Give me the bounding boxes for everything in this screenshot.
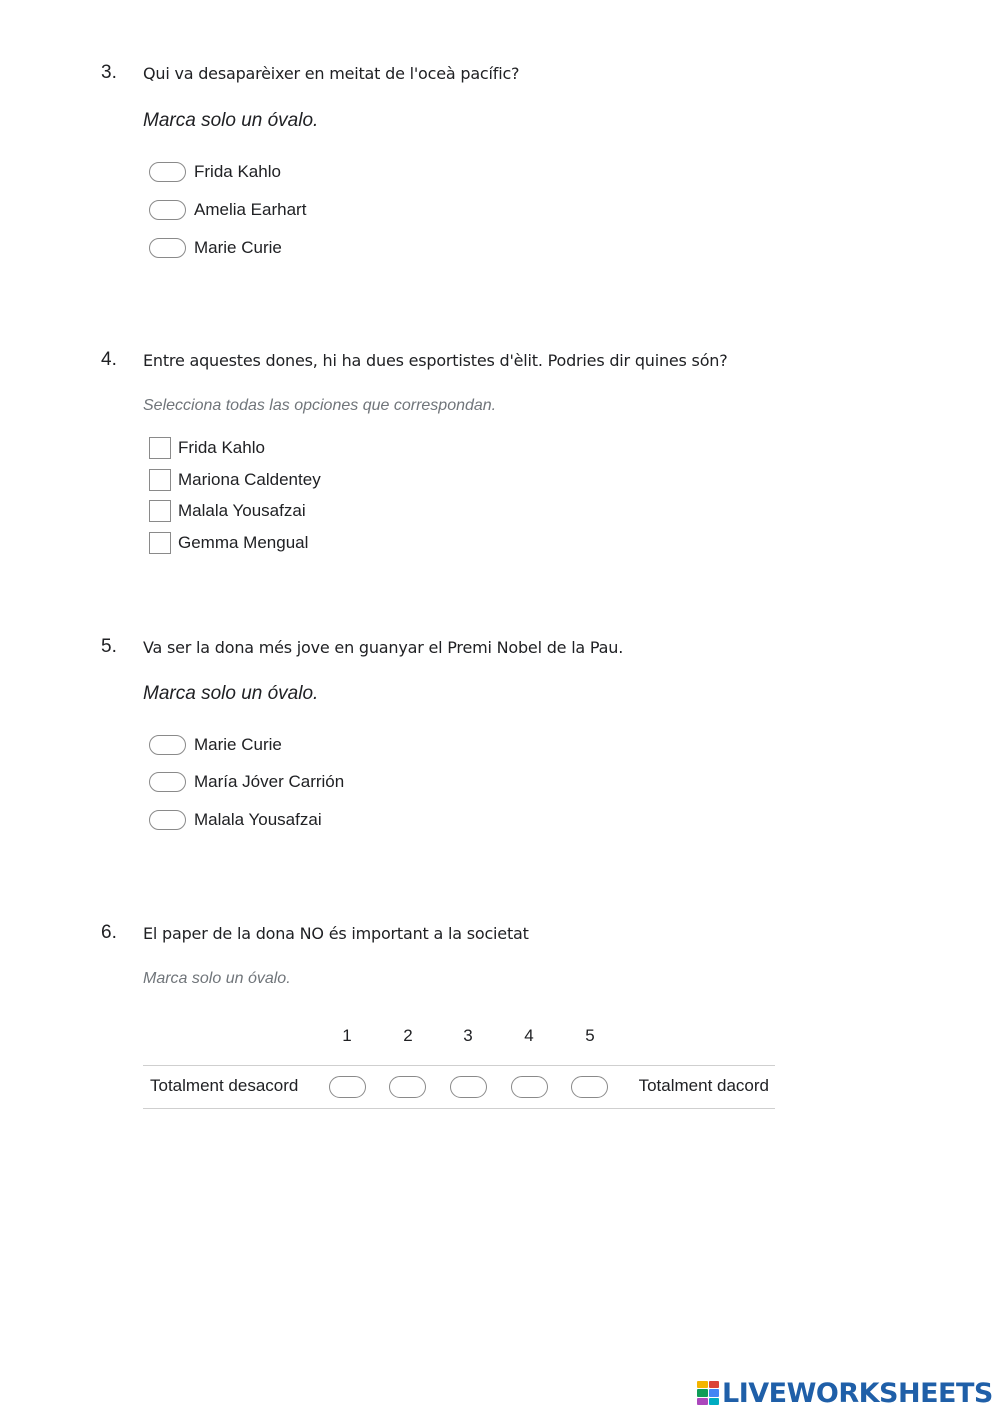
radio-option-malala-yousafzai[interactable] (149, 807, 322, 833)
radio-option-frida-kahlo[interactable] (149, 159, 281, 185)
radio-oval[interactable] (149, 162, 186, 182)
logo-text: LIVEWORKSHEETS (722, 1377, 993, 1409)
question-title: Entre aquestes dones, hi ha dues esportistes d'èlit. Podries dir quines són? (143, 351, 728, 370)
scale-radio-1[interactable] (329, 1076, 366, 1098)
question-number: 6. (101, 922, 117, 943)
radio-option-marie-curie[interactable] (149, 235, 282, 261)
scale-radio-4[interactable] (511, 1076, 548, 1098)
linear-scale-row (143, 1065, 775, 1109)
logo-cell (697, 1381, 708, 1388)
logo-cell (709, 1389, 720, 1396)
radio-option-marie-curie[interactable] (149, 732, 282, 758)
option-label: María Jóver Carrión (194, 772, 345, 791)
checkbox[interactable] (149, 500, 171, 522)
scale-left-label: Totalment desacord (150, 1076, 299, 1095)
checkbox[interactable] (149, 532, 171, 554)
radio-option-amelia-earhart[interactable] (149, 197, 306, 223)
option-label: Marie Curie (194, 238, 282, 257)
question-title: Qui va desaparèixer en meitat de l'oceà pacífic? (143, 64, 520, 83)
question-number: 4. (101, 349, 117, 370)
scale-radio-3[interactable] (450, 1076, 487, 1098)
scale-right-label: Totalment dacord (638, 1076, 769, 1095)
scale-header-5: 5 (585, 1026, 595, 1045)
checkbox-option-malala-yousafzai[interactable] (149, 498, 306, 524)
scale-header-4: 4 (524, 1026, 534, 1045)
option-label: Malala Yousafzai (194, 810, 322, 829)
radio-oval[interactable] (149, 200, 186, 220)
liveworksheets-logo (697, 1378, 993, 1408)
radio-oval[interactable] (149, 810, 186, 830)
checkbox-option-gemma-mengual[interactable] (149, 530, 308, 556)
option-label: Marie Curie (194, 735, 282, 754)
option-label: Malala Yousafzai (178, 501, 306, 520)
question-title: Va ser la dona més jove en guanyar el Premi Nobel de la Pau. (143, 638, 624, 657)
question-hint: Selecciona todas las opciones que correspondan. (143, 397, 497, 414)
option-label: Gemma Mengual (178, 533, 309, 552)
logo-cell (697, 1389, 708, 1396)
question-hint: Marca solo un óvalo. (143, 683, 319, 704)
radio-option-maria-jover-carrion[interactable] (149, 769, 344, 795)
option-label: Amelia Earhart (194, 200, 307, 219)
question-number: 3. (101, 62, 117, 83)
scale-header-3: 3 (463, 1026, 473, 1045)
option-label: Frida Kahlo (178, 438, 265, 457)
logo-cell (709, 1398, 720, 1405)
checkbox[interactable] (149, 437, 171, 459)
logo-cell (709, 1381, 720, 1388)
scale-header-1: 1 (342, 1026, 352, 1045)
radio-oval[interactable] (149, 772, 186, 792)
logo-grid-icon (697, 1381, 719, 1405)
checkbox-option-frida-kahlo[interactable] (149, 435, 265, 461)
scale-header-2: 2 (403, 1026, 413, 1045)
option-label: Mariona Caldentey (178, 470, 321, 489)
logo-cell (697, 1398, 708, 1405)
checkbox-option-mariona-caldentey[interactable] (149, 467, 321, 493)
question-hint: Marca solo un óvalo. (143, 970, 291, 987)
question-title: El paper de la dona NO és important a la societat (143, 924, 529, 943)
scale-radio-2[interactable] (389, 1076, 426, 1098)
checkbox[interactable] (149, 469, 171, 491)
question-hint: Marca solo un óvalo. (143, 110, 319, 131)
radio-oval[interactable] (149, 238, 186, 258)
radio-oval[interactable] (149, 735, 186, 755)
question-number: 5. (101, 636, 117, 657)
scale-radio-5[interactable] (571, 1076, 608, 1098)
option-label: Frida Kahlo (194, 162, 281, 181)
